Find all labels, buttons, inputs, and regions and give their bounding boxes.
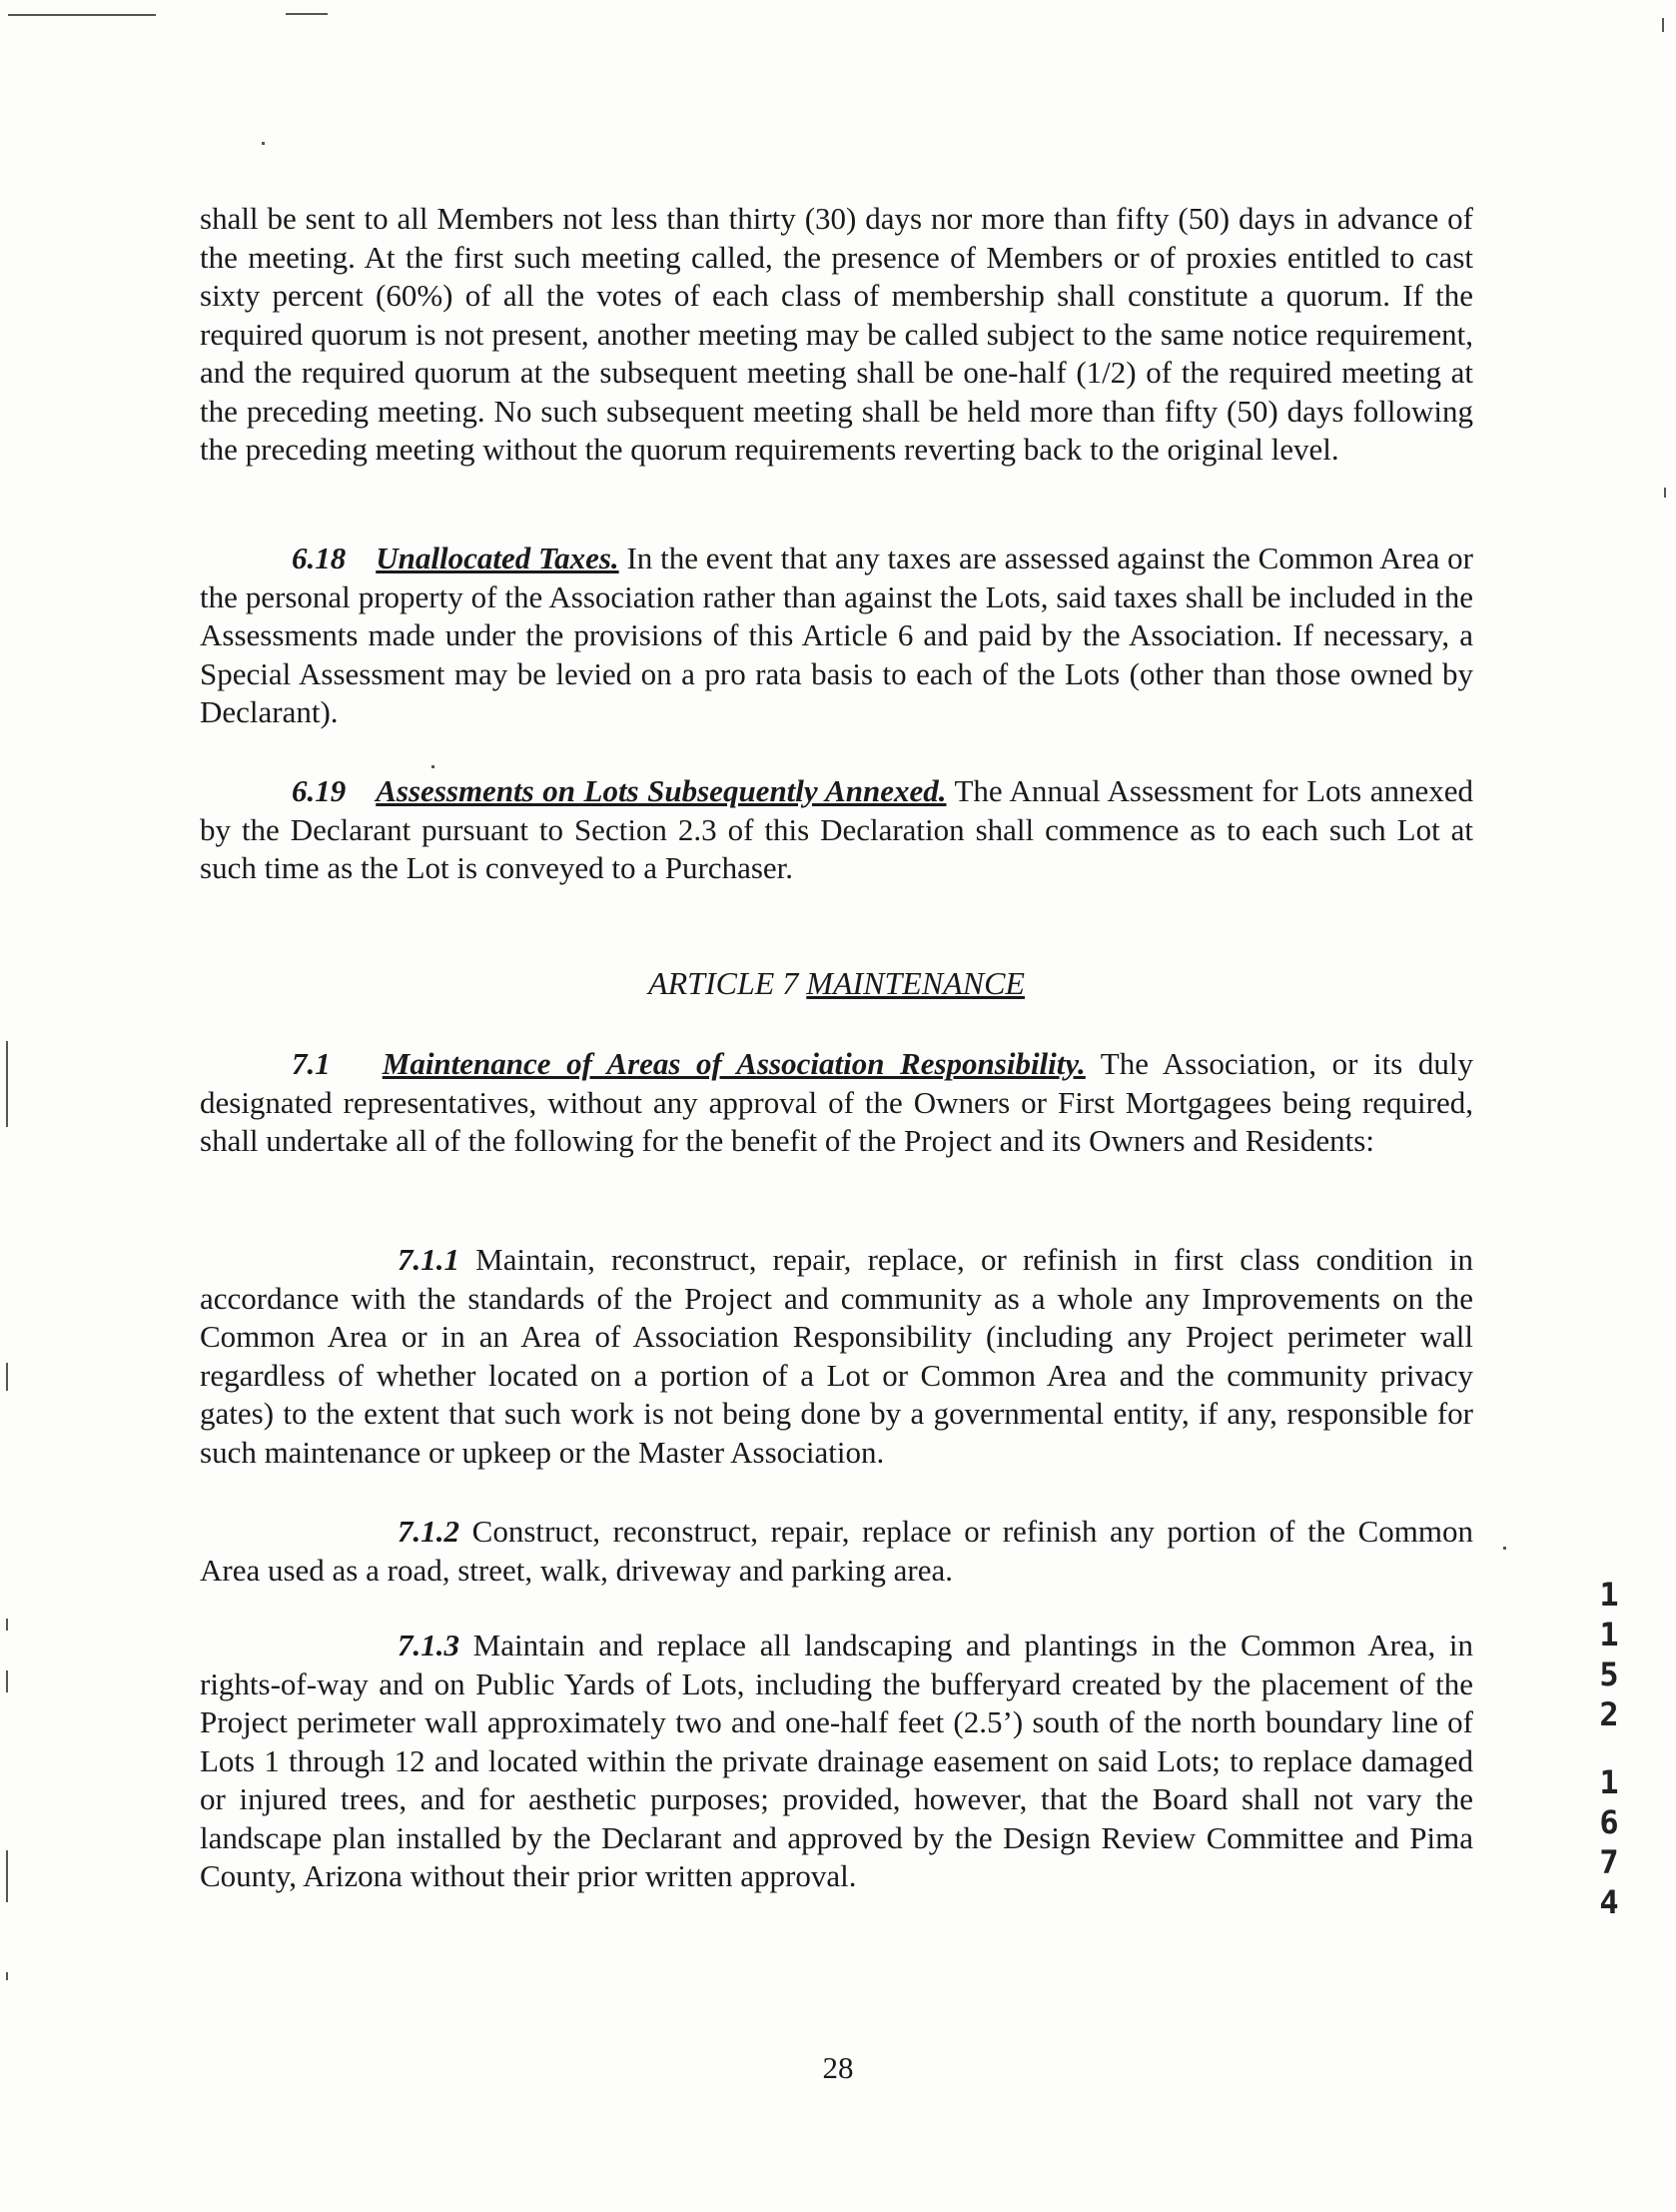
section-number: 7.1.2 <box>398 1514 459 1549</box>
page-number: 28 <box>822 2050 854 2085</box>
recording-stamp <box>1592 1575 1626 1922</box>
scan-artifact <box>8 14 156 16</box>
section-title: Unallocated Taxes. <box>376 541 619 575</box>
section-7-1 <box>200 1045 1473 1161</box>
section-text: Maintain and replace all landscaping and plantings in the Common Area, in rights-of-way and on Public Yards of Lots, including the bufferyard created by the placement of the Project perimeter wall approximately two and one-half feet (2.5’) south of the north boundary line of Lots 1 through 12 and located within the private drainage easement on said Lots; to replace damaged or injured trees, and for aesthetic purposes; provided, however, that the Board shall not vary the landscape plan installed by the Declarant and approved by the Design Review Committee and Pima County, Arizona without their prior written approval. <box>200 1628 1473 1893</box>
stamp-digit: 2 <box>1599 1695 1619 1733</box>
section-6-18 <box>200 540 1473 732</box>
scan-artifact <box>6 1670 8 1692</box>
scan-artifact <box>1662 18 1664 32</box>
section-title: Assessments on Lots Subsequently Annexed. <box>376 773 947 808</box>
section-number: 6.19 <box>292 773 347 808</box>
article-title: MAINTENANCE <box>806 965 1025 1001</box>
scan-artifact <box>262 142 265 145</box>
stamp-digit: 4 <box>1599 1883 1619 1921</box>
stamp-digit: 1 <box>1599 1616 1619 1654</box>
section-text: Construct, reconstruct, repair, replace or refinish any portion of the Common Area used as a road, street, walk, driveway and parking area. <box>200 1514 1473 1588</box>
section-text: The Annual Assessment for Lots annexed by the Declarant pursuant to Section 2.3 of this Declaration shall commence as to each such Lot at such time as the Lot is conveyed to a Purchaser. <box>200 773 1473 885</box>
section-7-1-3 <box>200 1627 1473 1896</box>
scan-artifact <box>6 1850 8 1902</box>
stamp-digit: 6 <box>1599 1803 1619 1841</box>
article-heading <box>200 965 1473 1002</box>
section-text: Maintain, reconstruct, repair, replace, or refinish in first class condition in accordance with the standards of the Project and community as a whole any Improvements on the Common Area or in an Area of Association Responsibility (including any Project perimeter wall regardless of whether located on a portion of a Lot or Common Area and the community privacy gates) to the extent that such work is not being done by a governmental entity, if any, responsible for such maintenance or upkeep or the Master Association. <box>200 1242 1474 1470</box>
section-7-1-1 <box>200 1241 1473 1472</box>
stamp-digit: 7 <box>1599 1843 1619 1881</box>
scan-artifact <box>431 765 434 768</box>
scan-artifact <box>1503 1547 1506 1550</box>
section-title: Maintenance of Areas of Association Responsibility. <box>382 1046 1086 1081</box>
stamp-digit: 5 <box>1599 1656 1619 1693</box>
section-6-19 <box>200 772 1473 888</box>
scan-artifact <box>6 1041 8 1127</box>
section-text: In the event that any taxes are assessed against the Common Area or the personal property of the Association rather than against the Lots, said taxes shall be included in the Assessments made under the provisions of this Article 6 and paid by the Association. If necessary, a Special Assessment may be levied on a pro rata basis to each of the Lots (other than those owned by Declarant). <box>200 541 1473 729</box>
section-number: 7.1 <box>292 1046 331 1081</box>
stamp-digit: 1 <box>1599 1576 1619 1614</box>
scan-artifact <box>6 1972 8 1980</box>
section-7-1-2 <box>200 1513 1473 1590</box>
section-number: 7.1.1 <box>398 1242 459 1277</box>
stamp-digit: 1 <box>1599 1763 1619 1801</box>
paragraph-continuation: shall be sent to all Members not less than thirty (30) days nor more than fifty (50) days in advance of the meeting. At the first such meeting called, the presence of Members or of proxies entitled to cast sixty percent (60%) of all the votes of each class of membership shall constitute a quorum. If the required quorum is not present, another meeting may be called subject to the same notice requirement, and the required quorum at the subsequent meeting shall be one-half (1/2) of the required meeting at the preceding meeting. No such subsequent meeting shall be held more than fifty (50) days following the preceding meeting without the quorum requirements reverting back to the original level. <box>200 201 1473 467</box>
scan-artifact <box>6 1363 8 1391</box>
scan-artifact <box>1664 488 1666 498</box>
scan-artifact <box>6 1619 8 1631</box>
section-number: 6.18 <box>292 541 347 575</box>
article-prefix: ARTICLE 7 <box>648 965 799 1001</box>
scan-artifact <box>286 13 328 15</box>
section-text: The Association, or its duly designated representatives, without any approval of the Owners or First Mortgagees being required, shall undertake all of the following for the benefit of the Project and its Owners and Residents: <box>200 1046 1473 1158</box>
section-number: 7.1.3 <box>398 1628 459 1662</box>
